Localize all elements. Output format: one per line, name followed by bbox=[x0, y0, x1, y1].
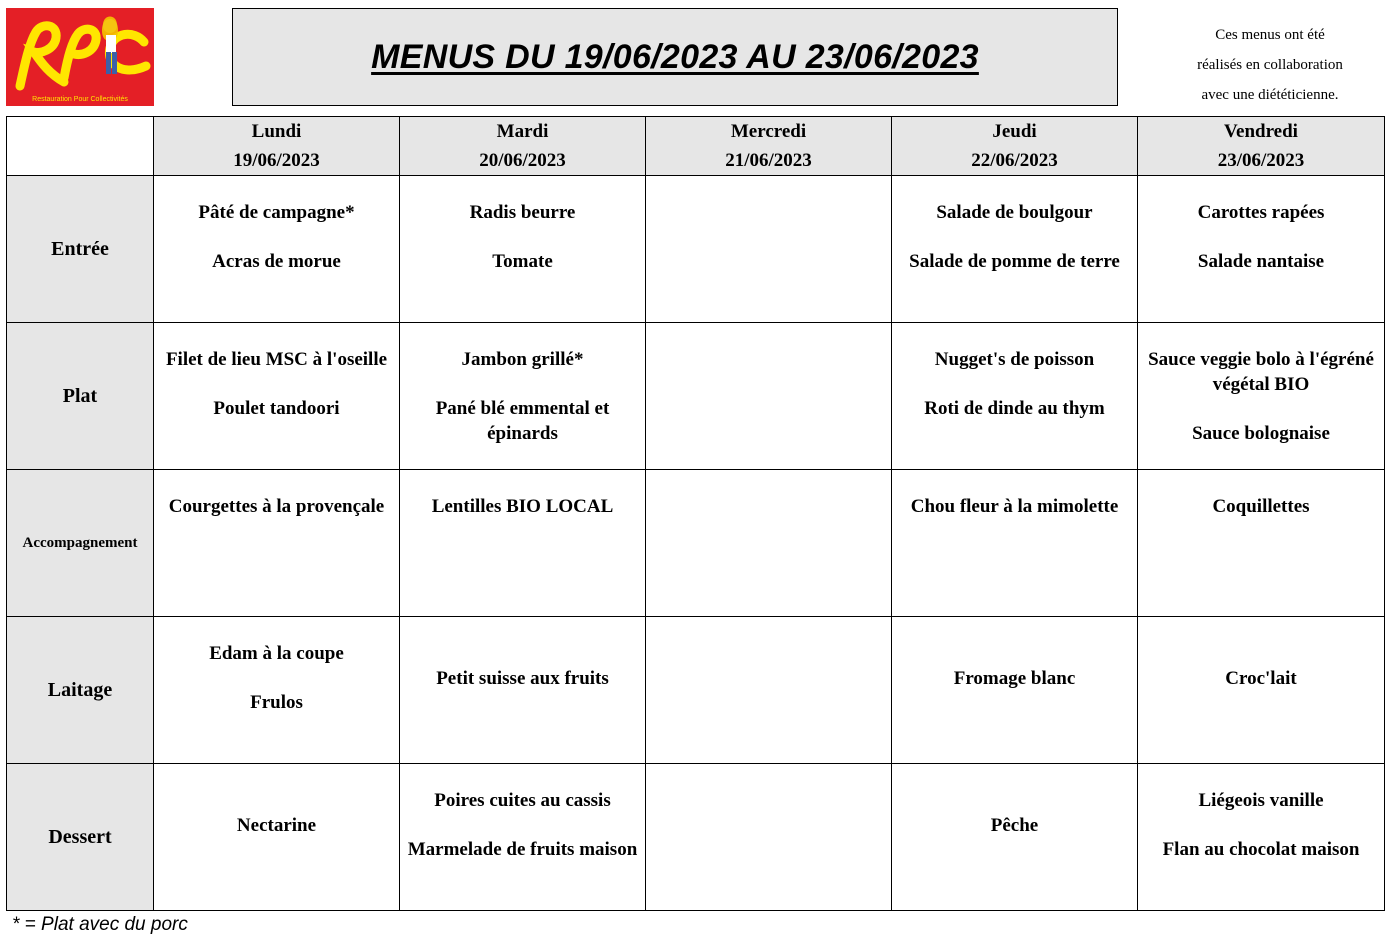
dish-item: Petit suisse aux fruits bbox=[436, 668, 609, 689]
menu-cell bbox=[400, 470, 646, 617]
dish-item: Nugget's de poisson bbox=[934, 349, 1095, 370]
dish-item: Poires cuites au cassis bbox=[434, 790, 611, 811]
dish-item: Salade nantaise bbox=[1197, 251, 1325, 272]
day-name: Mardi bbox=[496, 121, 549, 142]
day-header-lundi bbox=[154, 117, 400, 176]
menu-row bbox=[7, 323, 1385, 470]
day-header-mercredi bbox=[646, 117, 892, 176]
menu-cell bbox=[1138, 323, 1385, 470]
menu-body bbox=[7, 176, 1385, 911]
dish-item: Radis beurre bbox=[469, 202, 576, 223]
menu-cell bbox=[892, 470, 1138, 617]
cell-items bbox=[400, 176, 645, 274]
menu-cell bbox=[154, 470, 400, 617]
pork-footnote: * = Plat avec du porc bbox=[12, 914, 188, 935]
menu-cell bbox=[154, 323, 400, 470]
cell-items bbox=[1138, 764, 1384, 862]
menu-cell bbox=[154, 617, 400, 764]
cell-items bbox=[1138, 617, 1384, 691]
dish-item: Acras de morue bbox=[212, 251, 341, 272]
cell-items bbox=[1138, 176, 1384, 274]
menu-cell bbox=[646, 323, 892, 470]
cell-items bbox=[154, 764, 399, 838]
dietitian-note bbox=[1150, 20, 1390, 110]
menu-cell bbox=[154, 176, 400, 323]
dish-item: Sauce bolognaise bbox=[1192, 423, 1330, 444]
cell-items bbox=[154, 176, 399, 274]
note-line-2: réalisés en collaboration bbox=[1197, 57, 1343, 73]
dish-item: Filet de lieu MSC à l'oseille bbox=[165, 349, 388, 370]
dish-item: Flan au chocolat maison bbox=[1162, 839, 1360, 860]
menu-table bbox=[6, 116, 1385, 911]
menu-cell bbox=[1138, 470, 1385, 617]
dish-item: Sauce veggie bolo à l'égréné végétal BIO bbox=[1148, 349, 1374, 395]
dish-item: Salade de pomme de terre bbox=[909, 251, 1120, 272]
day-header-jeudi bbox=[892, 117, 1138, 176]
menu-cell bbox=[892, 764, 1138, 911]
dish-item: Pêche bbox=[990, 815, 1039, 836]
cell-items bbox=[646, 617, 891, 641]
day-header-vendredi bbox=[1138, 117, 1385, 176]
dish-item: Edam à la coupe bbox=[209, 643, 344, 664]
cell-items bbox=[646, 176, 891, 200]
logo-graphic bbox=[6, 8, 154, 106]
course-label: Dessert bbox=[7, 764, 154, 911]
menu-cell bbox=[892, 176, 1138, 323]
dish-item: Courgettes à la provençale bbox=[168, 496, 385, 517]
menu-cell bbox=[892, 323, 1138, 470]
menu-cell bbox=[400, 176, 646, 323]
logo-caption: Restauration Pour Collectivités bbox=[32, 96, 128, 103]
cell-items bbox=[154, 323, 399, 421]
day-header-mardi bbox=[400, 117, 646, 176]
dish-item: Marmelade de fruits maison bbox=[407, 839, 638, 860]
cell-items bbox=[646, 764, 891, 788]
menu-cell bbox=[646, 176, 892, 323]
note-line-1: Ces menus ont été bbox=[1215, 27, 1325, 43]
menu-cell bbox=[400, 323, 646, 470]
menu-cell bbox=[154, 764, 400, 911]
dish-item: Coquillettes bbox=[1212, 496, 1310, 517]
cell-items bbox=[892, 176, 1137, 274]
dish-item: Tomate bbox=[492, 251, 553, 272]
dish-item: Croc'lait bbox=[1225, 668, 1297, 689]
cell-items bbox=[400, 764, 645, 862]
title-banner bbox=[232, 8, 1118, 106]
rpc-logo bbox=[6, 8, 154, 106]
day-name: Vendredi bbox=[1224, 121, 1298, 142]
course-label: Plat bbox=[7, 323, 154, 470]
day-name: Mercredi bbox=[730, 121, 807, 142]
dish-item: Salade de boulgour bbox=[936, 202, 1093, 223]
dish-item: Liégeois vanille bbox=[1198, 790, 1324, 811]
dish-item: Pâté de campagne* bbox=[198, 202, 355, 223]
dish-item: Pané blé emmental et épinards bbox=[435, 398, 610, 444]
menu-cell bbox=[400, 764, 646, 911]
dish-item: Jambon grillé* bbox=[461, 349, 584, 370]
dish-item: Chou fleur à la mimolette bbox=[910, 496, 1119, 517]
corner-cell bbox=[7, 117, 154, 176]
cell-items bbox=[646, 470, 891, 494]
dish-item: Carottes rapées bbox=[1197, 202, 1325, 223]
note-line-3: avec une diététicienne. bbox=[1201, 87, 1339, 103]
cell-items bbox=[154, 617, 399, 715]
dish-item: Roti de dinde au thym bbox=[924, 398, 1105, 419]
day-date: 23/06/2023 bbox=[1217, 150, 1305, 171]
day-date: 20/06/2023 bbox=[479, 150, 566, 171]
course-label: Laitage bbox=[7, 617, 154, 764]
cell-items bbox=[892, 470, 1137, 519]
cell-items bbox=[400, 323, 645, 446]
dish-item: Nectarine bbox=[236, 815, 317, 836]
day-name: Lundi bbox=[251, 121, 302, 142]
menu-cell bbox=[646, 617, 892, 764]
dish-item: Poulet tandoori bbox=[213, 398, 340, 419]
menu-cell bbox=[400, 617, 646, 764]
cell-items bbox=[154, 470, 399, 519]
menu-cell bbox=[892, 617, 1138, 764]
cell-items bbox=[400, 617, 645, 691]
course-label: Entrée bbox=[7, 176, 154, 323]
dish-item: Lentilles BIO LOCAL bbox=[431, 496, 614, 517]
course-label: Accompagnement bbox=[7, 470, 154, 617]
cell-items bbox=[1138, 470, 1384, 519]
day-date: 19/06/2023 bbox=[233, 150, 320, 171]
menu-row bbox=[7, 617, 1385, 764]
menu-cell bbox=[1138, 176, 1385, 323]
dish-item: Frulos bbox=[250, 692, 303, 713]
menu-row bbox=[7, 176, 1385, 323]
menu-cell bbox=[1138, 764, 1385, 911]
menu-cell bbox=[646, 764, 892, 911]
menu-cell bbox=[1138, 617, 1385, 764]
menu-row bbox=[7, 764, 1385, 911]
menu-cell bbox=[646, 470, 892, 617]
cell-items bbox=[892, 323, 1137, 421]
day-date: 21/06/2023 bbox=[725, 150, 812, 171]
menu-row bbox=[7, 470, 1385, 617]
day-name: Jeudi bbox=[992, 121, 1037, 142]
dish-item: Fromage blanc bbox=[953, 668, 1076, 689]
cell-items bbox=[1138, 323, 1384, 446]
page-title: MENUS DU 19/06/2023 AU 23/06/2023 bbox=[371, 37, 979, 76]
header-row bbox=[7, 117, 1385, 176]
cell-items bbox=[892, 617, 1137, 691]
cell-items bbox=[892, 764, 1137, 838]
cell-items bbox=[646, 323, 891, 347]
cell-items bbox=[400, 470, 645, 519]
day-date: 22/06/2023 bbox=[971, 150, 1058, 171]
